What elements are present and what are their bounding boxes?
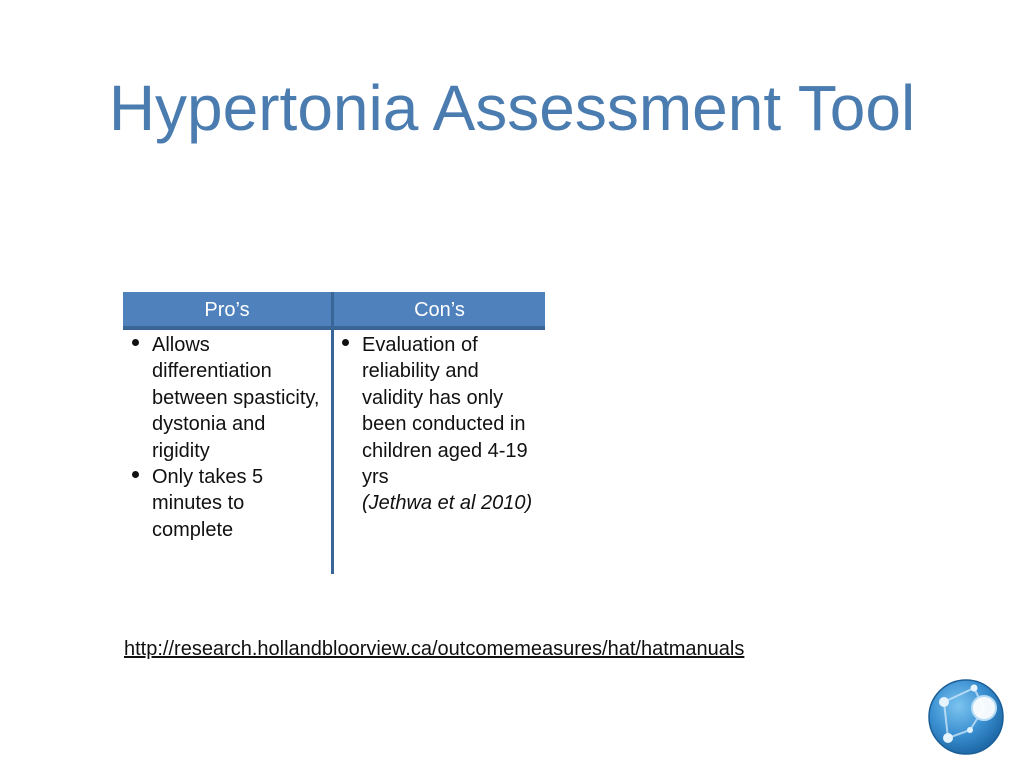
bullet-icon [132, 471, 139, 478]
pros-cons-table [123, 292, 545, 574]
cons-item [335, 332, 545, 517]
cons-list [335, 332, 545, 517]
pros-item [125, 332, 321, 464]
pros-item [125, 464, 321, 543]
bullet-icon [132, 339, 139, 346]
bullet-icon [342, 339, 349, 346]
cons-item-citation: (Jethwa et al 2010) [362, 492, 533, 515]
header-rule [123, 326, 545, 330]
pros-item-text: Only takes 5 minutes to complete [152, 466, 264, 541]
pros-item-text: Allows differentiation between spasticity, dystonia and rigidity [152, 334, 320, 462]
pros-list [125, 332, 321, 543]
pros-header: Pro’s [123, 292, 331, 326]
molecule-globe-icon [926, 678, 1006, 756]
hat-manuals-link[interactable]: http://research.hollandbloorview.ca/outcomemeasures/hat/hatmanuals [124, 638, 745, 660]
slide-title: Hypertonia Assessment Tool [108, 72, 916, 144]
cons-item-text: Evaluation of reliability and validity has only been conducted in children aged 4-19 yrs [362, 334, 528, 489]
cons-header: Con’s [334, 292, 545, 326]
column-divider [331, 292, 334, 574]
